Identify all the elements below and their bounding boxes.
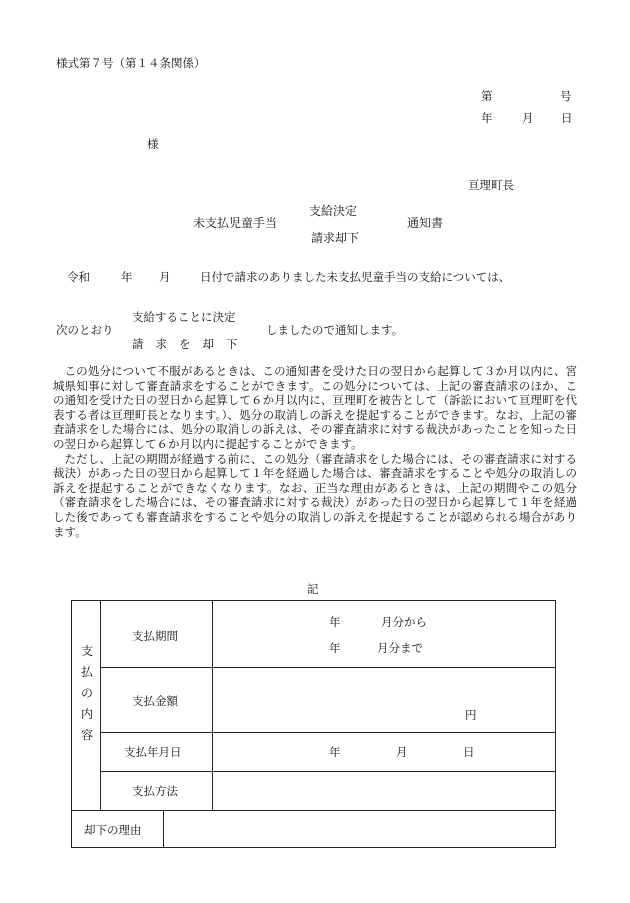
- paydate-month: 月: [396, 745, 408, 759]
- payment-details-table: [71, 600, 556, 848]
- table-line: [100, 771, 555, 772]
- table-line: [100, 667, 555, 668]
- addressee-suffix: 様: [147, 137, 159, 151]
- group-label-char: 払: [80, 665, 93, 679]
- group-label-char: 内: [80, 707, 93, 721]
- table-line: [72, 810, 555, 811]
- title-option-top: 支給決定: [309, 204, 358, 218]
- method-label: 支払方法: [132, 784, 178, 798]
- title-main: 未支払児童手当: [193, 216, 278, 230]
- period-to-year: 年: [329, 641, 341, 655]
- table-line: [100, 732, 555, 733]
- paydate-label: 支払年月日: [124, 745, 182, 759]
- date-day: 日: [561, 111, 573, 125]
- group-label-char: の: [80, 686, 93, 700]
- line2-prefix: 次のとおり: [56, 323, 114, 337]
- period-from-month: 月分から: [381, 615, 427, 629]
- table-line: [100, 601, 101, 810]
- doc-number-prefix: 第: [481, 89, 493, 103]
- form-id: 様式第７号（第１４条関係）: [56, 56, 206, 70]
- period-label: 支払期間: [132, 629, 178, 643]
- sender-name: 亘理町長: [468, 178, 514, 192]
- amount-unit: 円: [465, 708, 477, 722]
- period-from-year: 年: [329, 615, 341, 629]
- title-option-bottom: 請求却下: [311, 231, 360, 245]
- table-line: [163, 810, 164, 848]
- payment-content-label: [80, 641, 94, 746]
- group-label-char: 支: [80, 644, 93, 658]
- line1-year: 年: [121, 270, 133, 284]
- line2-option-bottom: 請求を却下: [132, 337, 250, 351]
- doc-number-suffix: 号: [560, 89, 572, 103]
- line1-era: 令和: [67, 270, 90, 284]
- line2-option-top: 支給することに決定: [132, 310, 236, 324]
- line1-text: 日付で請求のありました未支払児童手当の支給については、: [200, 270, 511, 284]
- table-line: [212, 601, 213, 810]
- body-text: [53, 364, 577, 539]
- date-year: 年: [481, 111, 493, 125]
- title-suffix: 通知書: [407, 216, 444, 230]
- reject-reason-label: 却下の理由: [84, 823, 142, 837]
- paydate-year: 年: [329, 745, 341, 759]
- amount-label: 支払金額: [132, 694, 178, 708]
- body-paragraph-1: この処分について不服があるときは、この通知書を受けた日の翌日から起算して３か月以内に、宮城県知事に対して審査請求をすることができます。この処分については、上記の審査請求のほか、この通知を受けた日の翌日から起算して６か月以内に、亘理町を被告として（訴訟において亘理町を代表する者は亘理町長となります。）、処分の取消しの訴えを提起することができます。なお、上記の審査請求をした場合には、処分の取消しの訴えは、その審査請求に対する裁決があったことを知った日の翌日から起算して６か月以内に提起することができます。: [53, 364, 577, 451]
- line1-month: 月: [159, 270, 171, 284]
- period-to-month: 月分まで: [377, 641, 423, 655]
- ki-heading: 記: [307, 582, 319, 596]
- line2-suffix: しましたので通知します。: [266, 323, 404, 337]
- date-month: 月: [522, 111, 534, 125]
- group-label-char: 容: [80, 728, 93, 742]
- paydate-day: 日: [463, 745, 475, 759]
- body-paragraph-2: ただし、上記の期間が経過する前に、この処分（審査請求をした場合には、その審査請求に対する裁決）があった日の翌日から起算して１年を経過した場合は、審査請求をすることや処分の取消しの訴えを提起することができなくなります。なお、正当な理由があるときは、上記の期間やこの処分（審査請求をした場合には、その審査請求に対する裁決）があった日の翌日から起算して１年を経過した後であっても審査請求をすることや処分の取消しの訴えを提起することが認められる場合があります。: [53, 451, 577, 539]
